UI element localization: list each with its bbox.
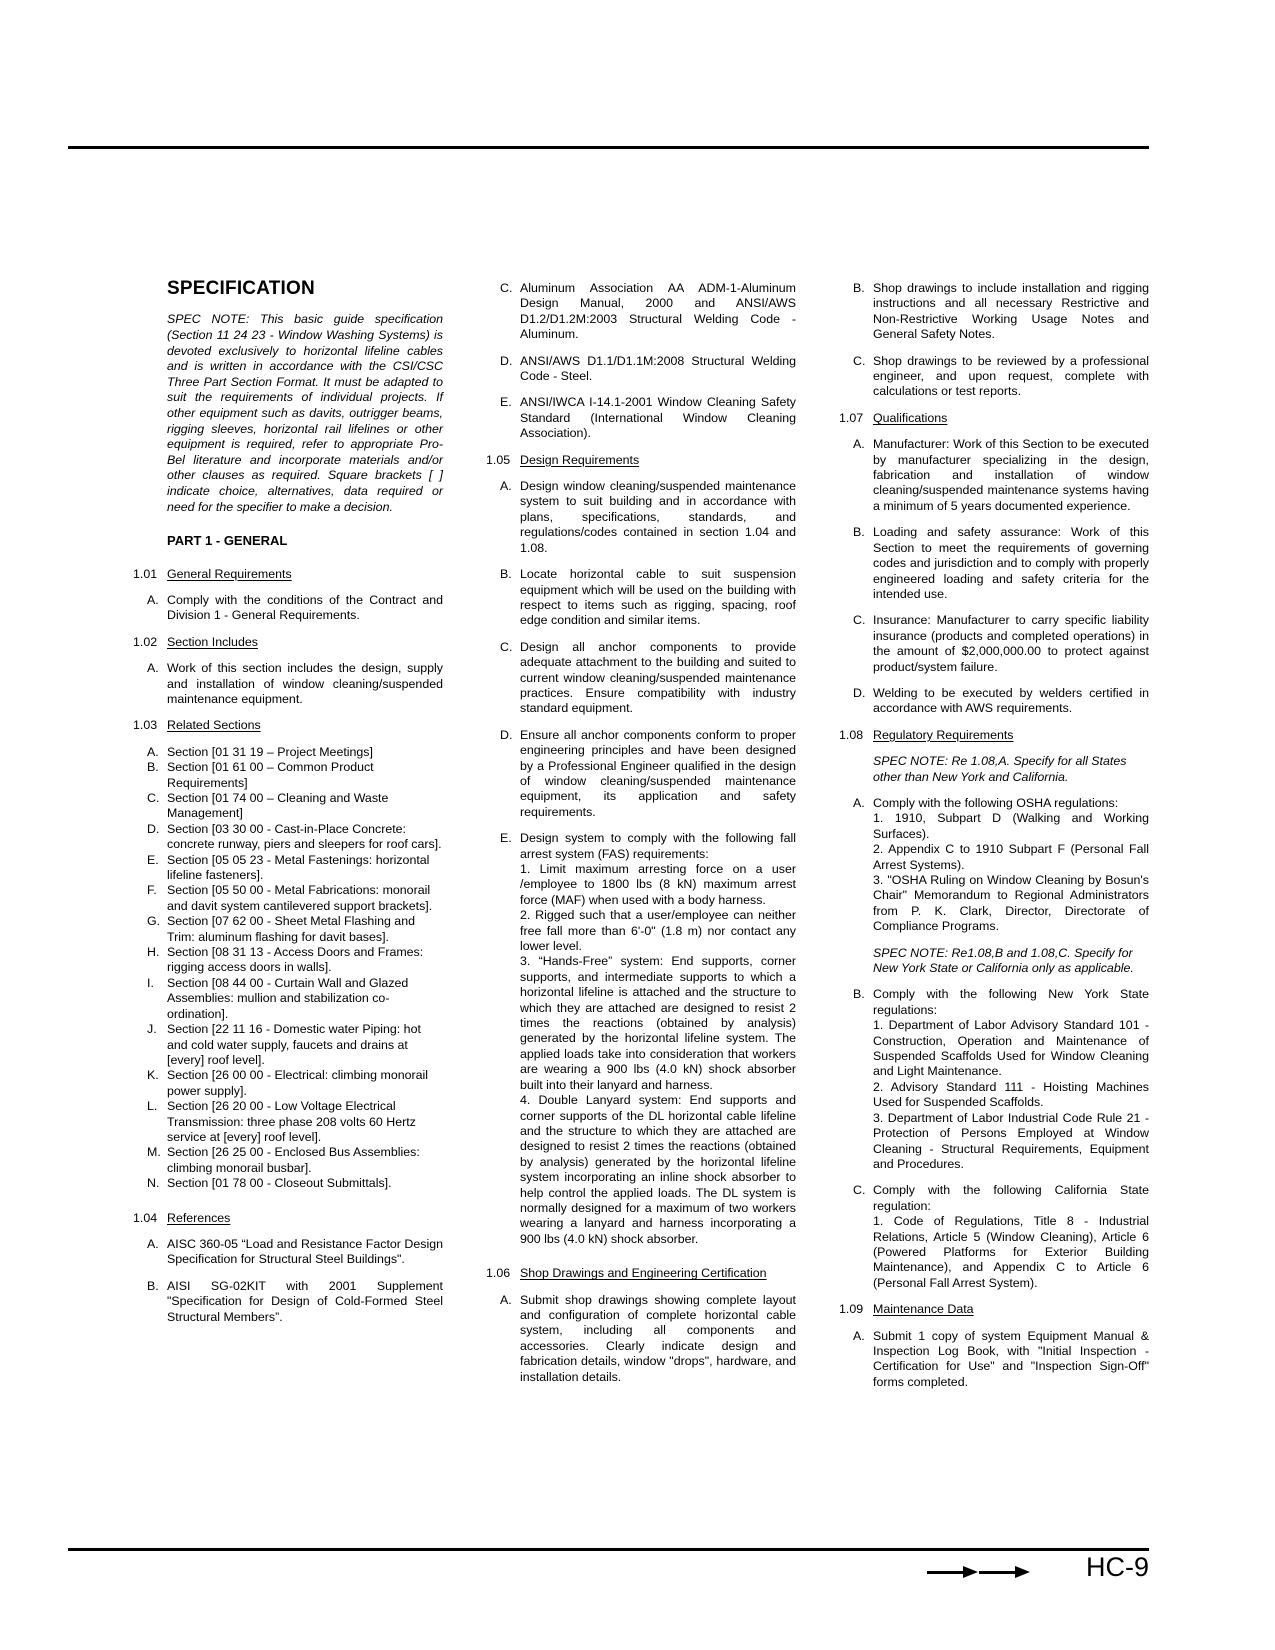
item-1-04-d (486, 354, 796, 385)
section-1-04 (133, 1211, 443, 1226)
ny-regulation-2: 2. Advisory Standard 111 - Hoisting Machines Used for Suspended Scaffolds. (873, 1079, 1149, 1110)
item-text: Manufacturer: Work of this Section to be executed by manufacturer specializing in the design, fabrication and installation of window cleaning/suspended maintenance systems having a minimum of 5 years documented experience. (873, 437, 1149, 513)
item-letter: N. (147, 1176, 160, 1191)
item-text: Work of this section includes the design, supply and installation of window cleaning/suspended maintenance equipment. (167, 661, 443, 706)
column-2 (486, 281, 796, 1401)
footer-arrow-group (927, 1566, 1031, 1578)
item-text: Section [22 11 16 - Domestic water Piping: hot and cold water supply, faucets and drains at [every] roof level]. (167, 1022, 421, 1067)
item-1-04-b (133, 1279, 443, 1325)
page-number: HC-9 (1085, 1552, 1149, 1582)
item-text: Shop drawings to be reviewed by a professional engineer, and upon request, complete with calculations or test reports. (873, 353, 1149, 399)
item-1-08-a (839, 796, 1149, 935)
item-letter: K. (147, 1068, 159, 1083)
item-letter: D. (500, 353, 513, 368)
item-1-06-a (486, 1293, 796, 1385)
spec-note-intro: SPEC NOTE: This basic guide specification (Section 11 24 23 - Window Washing Systems) is devoted exclusively to horizontal lifeline cables and is written in accordance with the CSI/CSC Three Part Section Format. It must be adapted to suit the requirements of individual projects. If other equipment such as davits, outrigger beams, rigging sleeves, horizontal rail lifelines or other equipment is required, refer to appropriate Pro-Bel literature and incorporate materials and/or other clauses as required. Square brackets [ ] indicate choice, alternatives, data required or need for the specifier to make a decision. (167, 312, 443, 514)
item-text: Locate horizontal cable to suit suspension equipment which will be used on the building with respect to items such as rigging, spacing, roof edge condition and similar items. (520, 567, 796, 628)
section-title: Regulatory Requirements (873, 727, 1014, 742)
section-number: 1.09 (839, 1302, 864, 1317)
section-1-02 (133, 635, 443, 650)
item-text: Design all anchor components to provide adequate attachment to the building and suited to current window cleaning/suspended maintenance practices. Ensure compatibility with industry standard equipment. (520, 639, 796, 716)
item-1-05-b (486, 567, 796, 629)
item-text (873, 987, 1149, 1172)
item-letter: D. (147, 821, 160, 836)
section-number: 1.08 (839, 727, 864, 742)
item-text: Section [01 61 00 – Common Product Requirements] (167, 760, 374, 790)
list-item (133, 745, 443, 760)
item-text: Section [03 30 00 - Cast-in-Place Concrete: concrete runway, piers and sleepers for roof cars]. (167, 821, 442, 852)
item-letter: E. (500, 395, 512, 410)
fas-requirement-3: 3. “Hands-Free” system: End supports, corner supports, and intermediate supports to which a horizontal lifeline is attached and the structure to which they are attached are designed to resist 2 times the reactions (obtained by analysis) generated by the horizontal lifeline system. The applied loads take into consideration that workers are wearing a 900 lbs (4.0 kN) shock absorber built into their lanyard and harness. (520, 954, 796, 1092)
item-letter: F. (147, 883, 157, 898)
item-letter: A. (500, 1292, 512, 1307)
item-letter: A. (500, 479, 512, 494)
item-text: ANSI/IWCA I-14.1-2001 Window Cleaning Safety Standard (International Window Cleaning Association). (520, 395, 796, 441)
section-title: Section Includes (167, 634, 258, 649)
item-1-08-c (839, 1183, 1149, 1291)
column-3 (839, 281, 1149, 1401)
item-letter: G. (147, 914, 161, 929)
item-text (873, 1183, 1149, 1291)
part-1-heading: PART 1 - GENERAL (167, 533, 288, 549)
item-text: Section [01 78 00 - Closeout Submittals]. (167, 1176, 392, 1191)
osha-regulation-1: 1. 1910, Subpart D (Walking and Working Surfaces). (873, 811, 1149, 841)
section-title: Related Sections (167, 718, 261, 733)
item-letter: A. (147, 1236, 159, 1251)
item-1-06-c (839, 354, 1149, 400)
section-number: 1.06 (486, 1266, 511, 1281)
section-number: 1.05 (486, 452, 511, 467)
item-1-02-a (133, 661, 443, 707)
item-letter: C. (853, 1183, 866, 1198)
list-item (133, 1145, 443, 1176)
item-text: Ensure all anchor components conform to proper engineering principles and have been designed by a Professional Engineer qualified in the design of window cleaning/suspended maintenance equipment, its application and safety requirements. (520, 727, 796, 819)
item-text: Insurance: Manufacturer to carry specific liability insurance (products and completed operations) in the amount of $2,000,000.00 to protect against product/system failure. (873, 613, 1149, 674)
item-letter: E. (500, 831, 512, 846)
ny-regulation-3: 3. Department of Labor Industrial Code Rule 21 - Protection of Persons Employed at Window Cleaning - Structural Requirements, Equipment and Procedures. (873, 1110, 1149, 1171)
item-text: Welding to be executed by welders certified in accordance with AWS requirements. (873, 685, 1149, 716)
list-item (133, 822, 443, 853)
ny-regulation-1: 1. Department of Labor Advisory Standard 101 - Construction, Operation and Maintenance of Suspended Scaffolds Used for Window Cleaning and Light Maintenance. (873, 1018, 1149, 1079)
item-1-06-b (839, 281, 1149, 343)
osha-regulation-2: 2. Appendix C to 1910 Subpart F (Personal Fall Arrest Systems). (873, 842, 1149, 872)
item-text: Design window cleaning/suspended maintenance system to suit building and in accordance with plans, specifications, standards, and regulations/codes contained in section 1.04 and 1.08. (520, 479, 796, 555)
item-text: Section [08 31 13 - Access Doors and Frames: rigging access doors in walls]. (167, 945, 424, 975)
item-1-01-a (133, 593, 443, 624)
section-number: 1.03 (133, 718, 158, 733)
item-letter: B. (147, 1278, 159, 1293)
item-text: Submit shop drawings showing complete layout and configuration of complete horizontal cable system, including all components and accessories. Clearly indicate design and fabrication details, window "drops", hardware, and installation details. (520, 1292, 796, 1384)
item-text: Section [07 62 00 - Sheet Metal Flashing and Trim: aluminum flashing for davit bases]. (167, 914, 415, 944)
fas-requirement-2: 2. Rigged such that a user/employee can neither free fall more than 6'-0" (1.8 m) nor contact any lower level. (520, 908, 796, 954)
item-1-07-c (839, 613, 1149, 675)
section-1-07 (839, 411, 1149, 426)
arrow-right-icon (927, 1566, 979, 1578)
list-item (133, 1068, 443, 1099)
list-item (133, 1176, 443, 1191)
item-letter: E. (147, 852, 159, 867)
item-text: Section [01 31 19 – Project Meetings] (167, 744, 373, 759)
page-footer (68, 1552, 1149, 1612)
list-item (133, 1099, 443, 1145)
item-text: ANSI/AWS D1.1/D1.1M:2008 Structural Welding Code - Steel. (520, 353, 796, 384)
list-item (133, 914, 443, 945)
spec-note-1-08-a: SPEC NOTE: Re 1.08,A. Specify for all States other than New York and California. (873, 754, 1127, 784)
footer-rule (68, 1548, 1149, 1551)
item-letter: C. (147, 791, 160, 805)
list-item (133, 976, 443, 1022)
list-item (133, 791, 443, 822)
section-title: References (167, 1210, 231, 1225)
item-text: Loading and safety assurance: Work of this Section to meet the requirements of governing codes and jurisdiction and to comply with properly engineered loading and safety criteria for the intended use. (873, 525, 1149, 601)
list-item (133, 853, 443, 884)
item-1-07-a (839, 437, 1149, 514)
header-rule (68, 146, 1149, 149)
section-title: Maintenance Data (873, 1302, 974, 1317)
item-1-05-a (486, 479, 796, 556)
section-title: Design Requirements (520, 452, 640, 467)
fas-requirement-1: 1. Limit maximum arresting force on a user /employee to 1800 lbs (8 kN) maximum arrest force (MAF) when used with a body harness. (520, 862, 796, 907)
item-letter: A. (853, 795, 865, 810)
osha-intro: Comply with the following OSHA regulations: (873, 795, 1119, 810)
item-text: AISC 360-05 “Load and Resistance Factor Design Specification for Structural Steel Buildings". (167, 1236, 443, 1267)
section-1-01 (133, 567, 443, 582)
section-number: 1.01 (133, 566, 158, 581)
item-1-04-e (486, 395, 796, 441)
list-item (133, 945, 443, 976)
item-letter: I. (147, 975, 154, 990)
fas-intro: Design system to comply with the following fall arrest system (FAS) requirements: (520, 831, 796, 861)
ca-intro: Comply with the following California State regulation: (873, 1183, 1149, 1213)
section-1-03 (133, 718, 443, 733)
section-number: 1.02 (133, 634, 158, 649)
ca-regulation-1: 1. Code of Regulations, Title 8 - Industrial Relations, Article 5 (Window Cleaning), Article 6 (Powered Platforms for Exterior Building Maintenance), and Appendix C to Article 6 (Personal Fall Arrest System). (873, 1214, 1149, 1290)
section-1-06 (486, 1266, 796, 1281)
item-letter: C. (500, 281, 513, 295)
item-text: Section [08 44 00 - Curtain Wall and Glazed Assemblies: mullion and stabilization co-ordination]. (167, 975, 409, 1021)
ny-intro: Comply with the following New York State regulations: (873, 987, 1149, 1017)
item-letter: M. (147, 1145, 161, 1160)
fas-requirement-4: 4. Double Lanyard system: End supports and corner supports of the DL horizontal cable lifeline and the structure to which they are attached are designed to resist 2 times the reactions (obtained by analysis) generated by the horizontal lifeline system incorporating an inline shock absorber to help control the applied loads. The DL system is normally designed for a maximum of two workers wearing a lanyard and harness incorporating a 900 lbs (4.0 kN) shock absorber. (520, 1093, 796, 1246)
item-letter: L. (147, 1099, 158, 1114)
item-text: Section [26 20 00 - Low Voltage Electrical Transmission: three phase 208 volts 60 Hertz service at [every] roof level]. (167, 1099, 416, 1144)
column-1 (133, 278, 443, 1401)
section-number: 1.07 (839, 410, 864, 425)
item-letter: H. (147, 945, 160, 960)
item-text: Aluminum Association AA ADM-1-Aluminum Design Manual, 2000 and ANSI/AWS D1.2/D1.2M:2003 Structural Welding Code - Aluminum. (520, 281, 796, 342)
section-1-09 (839, 1302, 1149, 1317)
list-item (133, 883, 443, 914)
page-columns (133, 278, 1149, 1401)
item-text: Section [26 00 00 - Electrical: climbing monorail power supply]. (167, 1068, 429, 1098)
item-text: Section [05 50 00 - Metal Fabrications: monorail and davit system cantilevered support brackets]. (167, 883, 433, 913)
section-1-05 (486, 453, 796, 468)
item-letter: A. (853, 1328, 865, 1343)
item-text: Submit 1 copy of system Equipment Manual & Inspection Log Book, with "Initial Inspection - Certification for Use" and "Inspection Sign-Off" forms completed. (873, 1328, 1149, 1389)
item-letter: B. (853, 525, 865, 540)
item-1-09-a (839, 1329, 1149, 1391)
item-letter: A. (147, 592, 159, 607)
item-text: Shop drawings to include installation and rigging instructions and all necessary Restrictive and Non-Restrictive Working Usage Notes and General Safety Notes. (873, 281, 1149, 342)
item-1-04-a (133, 1237, 443, 1268)
item-1-07-d (839, 686, 1149, 717)
item-letter: C. (853, 353, 866, 368)
item-letter: B. (147, 760, 159, 775)
section-title: General Requirements (167, 566, 292, 581)
item-letter: J. (147, 1022, 157, 1037)
item-letter: B. (853, 987, 865, 1002)
item-letter: C. (500, 639, 513, 654)
item-1-05-c (486, 640, 796, 717)
item-letter: A. (147, 744, 159, 759)
item-1-05-e (486, 831, 796, 1247)
spec-note-1-08-bc: SPEC NOTE: Re1.08,B and 1.08,C. Specify for New York State or California only as applicable. (873, 945, 1134, 976)
section-number: 1.04 (133, 1210, 158, 1225)
item-text: Section [26 25 00 - Enclosed Bus Assemblies: climbing monorail busbar]. (167, 1145, 420, 1175)
item-letter: D. (500, 727, 513, 742)
section-1-08 (839, 728, 1149, 743)
item-text: Comply with the conditions of the Contract and Division 1 - General Requirements. (167, 592, 443, 623)
item-text: Section [01 74 00 – Cleaning and Waste Management] (167, 791, 389, 821)
page-title: SPECIFICATION (167, 278, 315, 299)
item-text: Section [05 05 23 - Metal Fastenings: horizontal lifeline fasteners]. (167, 852, 430, 883)
item-letter: A. (853, 437, 865, 452)
section-title: Qualifications (873, 410, 948, 425)
item-letter: A. (147, 661, 159, 676)
list-item (133, 760, 443, 791)
item-letter: B. (500, 567, 512, 582)
item-1-07-b (839, 525, 1149, 602)
item-text (520, 831, 796, 1247)
arrow-right-icon (979, 1566, 1031, 1578)
osha-regulation-3: 3. "OSHA Ruling on Window Cleaning by Bosun's Chair" Memorandum to Regional Administrators from P. K. Clark, Director, Directorate of Compliance Programs. (873, 873, 1149, 934)
item-1-08-b (839, 987, 1149, 1172)
item-1-05-d (486, 728, 796, 820)
list-item (133, 1022, 443, 1068)
item-letter: D. (853, 685, 866, 700)
item-text (873, 796, 1149, 935)
item-text: AISI SG-02KIT with 2001 Supplement "Specification for Design of Cold-Formed Steel Structural Members”. (167, 1278, 443, 1324)
item-letter: B. (853, 281, 865, 295)
section-title: Shop Drawings and Engineering Certification (520, 1266, 767, 1281)
item-letter: C. (853, 613, 866, 628)
item-1-04-c (486, 281, 796, 343)
